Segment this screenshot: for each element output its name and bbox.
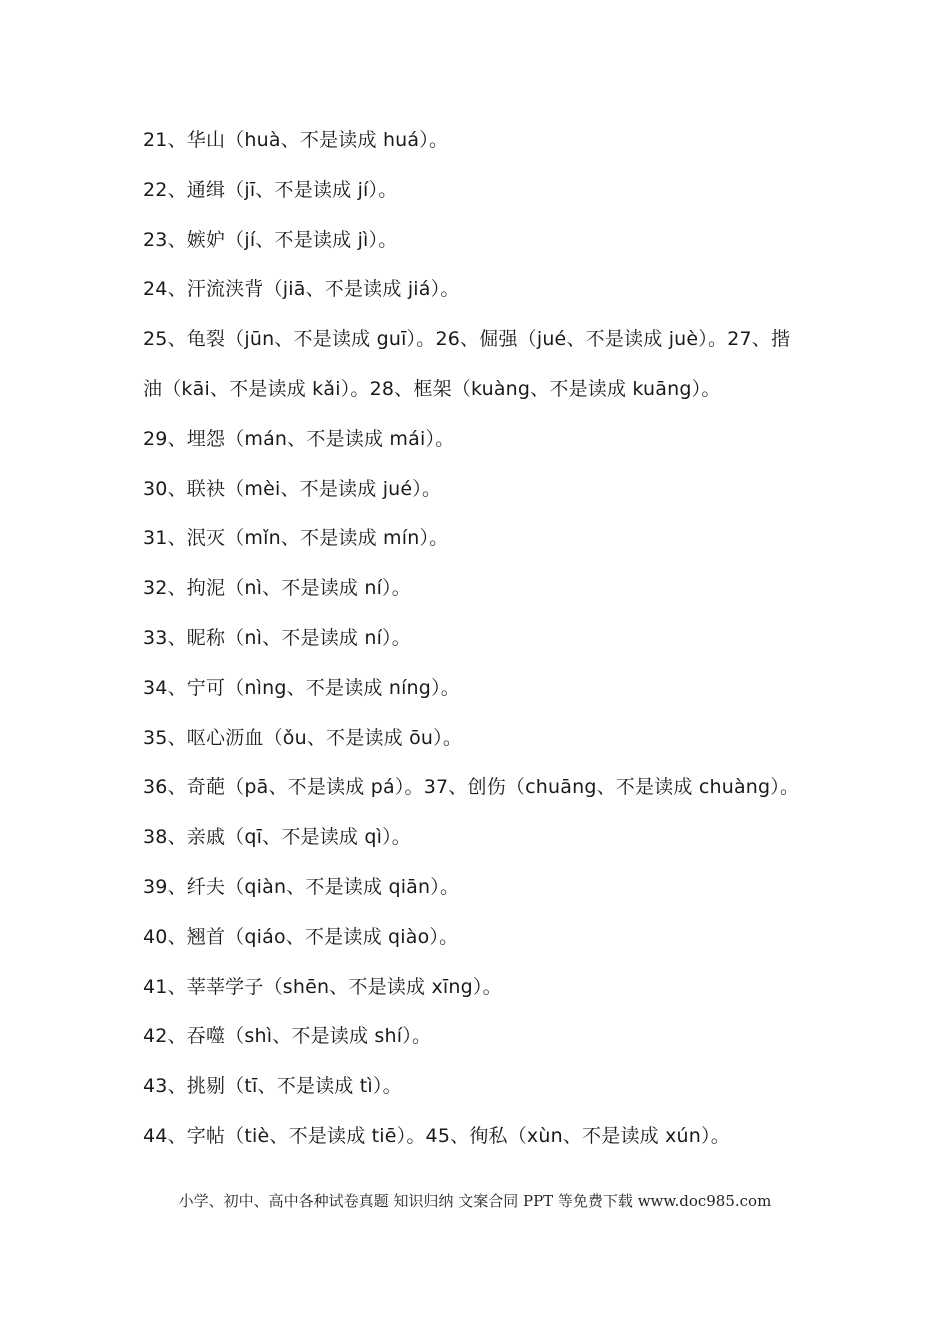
list-item: 38、亲戚（qī、不是读成 qì）。: [143, 826, 411, 849]
list-item: 31、泯灭（mǐn、不是读成 mín）。: [143, 527, 449, 550]
list-item: 22、通缉（jī、不是读成 jí）。: [143, 178, 398, 201]
list-item: 30、联袂（mèi、不是读成 jué）。: [143, 477, 442, 500]
page-footer: 小学、初中、高中各种试卷真题 知识归纳 文案合同 PPT 等免费下载 www.doc985.com: [178, 1192, 772, 1210]
list-item: 25、龟裂（jūn、不是读成 guī）。26、倔强（jué、不是读成 juè）。27、揩: [143, 328, 791, 351]
pronunciation-list: [143, 126, 843, 1172]
list-item: 24、汗流浃背（jiā、不是读成 jiá）。: [143, 278, 460, 301]
list-item: 油（kāi、不是读成 kǎi）。28、框架（kuàng、不是读成 kuāng）。: [143, 377, 721, 400]
list-item: 33、昵称（nì、不是读成 ní）。: [143, 626, 411, 649]
list-item: 23、嫉妒（jí、不是读成 jì）。: [143, 228, 398, 251]
list-item: 35、呕心沥血（ǒu、不是读成 ōu）。: [143, 726, 463, 749]
list-item: 21、华山（huà、不是读成 huá）。: [143, 129, 449, 151]
list-item: 44、字帖（tiè、不是读成 tiē）。45、徇私（xùn、不是读成 xún）。: [143, 1124, 730, 1147]
list-item: 36、奇葩（pā、不是读成 pá）。37、创伤（chuāng、不是读成 chuàng）。: [143, 776, 800, 799]
list-item: 34、宁可（nìng、不是读成 níng）。: [143, 676, 460, 699]
list-item: 42、吞噬（shì、不是读成 shí）。: [143, 1025, 432, 1048]
list-item: 32、拘泥（nì、不是读成 ní）。: [143, 577, 411, 600]
list-item: 41、莘莘学子（shēn、不是读成 xīng）。: [143, 975, 502, 998]
list-item: 39、纤夫（qiàn、不是读成 qiān）。: [143, 875, 460, 898]
list-item: 43、挑剔（tī、不是读成 tì）。: [143, 1075, 402, 1098]
list-item: 29、埋怨（mán、不是读成 mái）。: [143, 427, 455, 450]
list-item: 40、翘首（qiáo、不是读成 qiào）。: [143, 925, 459, 948]
